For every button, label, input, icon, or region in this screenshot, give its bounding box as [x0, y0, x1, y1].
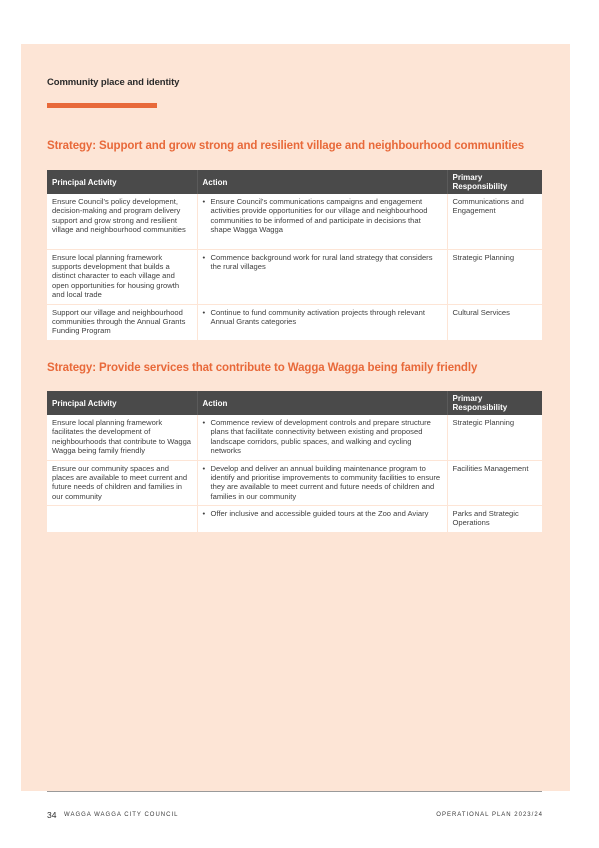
header-primary-responsibility: Primary Responsibility	[447, 170, 542, 194]
table-row	[47, 304, 542, 340]
action-text: Develop and deliver an annual building maintenance program to identify and prioritise improvements to community facilities to ensure they are available to meet current and future needs of children and families in our community	[210, 463, 441, 501]
strategy-title-2: Strategy: Provide services that contribute to Wagga Wagga being family friendly	[47, 362, 478, 374]
footer-organisation: WAGGA WAGGA CITY COUNCIL	[64, 812, 179, 818]
action-cell: • Commence review of development controls and prepare structure plans that facilitate connectivity between existing and proposed landscape corridors, public spaces, and walking and cycling networks	[197, 415, 447, 460]
footer-document-title: OPERATIONAL PLAN 2023/24	[436, 812, 543, 818]
action-text: Ensure Council's communications campaigns and engagement activities provide opportunities for our village and neighbourhood communities to be informed of and participate in decisions that shape Wagga Wagga	[210, 197, 428, 235]
action-text: Continue to fund community activation projects through relevant Annual Grants categories	[210, 307, 425, 326]
action-cell: • Ensure Council's communications campaigns and engagement activities provide opportunities for our village and neighbourhood communities to be informed of and participate in decisions that shape Wagga Wagga	[197, 194, 447, 249]
activity-cell-empty	[47, 505, 197, 532]
strategy-table-2	[47, 391, 542, 533]
responsibility-cell: Strategic Planning	[447, 415, 542, 460]
responsibility-cell: Strategic Planning	[447, 249, 542, 304]
table-row	[47, 249, 542, 304]
section-label: Community place and identity	[47, 77, 180, 88]
activity-cell: Support our village and neighbourhood communities through the Annual Grants Funding Program	[47, 304, 197, 340]
table-row	[47, 460, 542, 505]
responsibility-cell: Communications and Engagement	[447, 194, 542, 249]
footer-divider	[47, 791, 542, 792]
header-principal-activity: Principal Activity	[47, 170, 197, 194]
action-text: Commence background work for rural land strategy that considers the rural villages	[210, 252, 433, 271]
header-principal-activity: Principal Activity	[47, 391, 197, 415]
header-action: Action	[197, 170, 447, 194]
table-row	[47, 415, 542, 460]
section-underline	[47, 103, 157, 108]
activity-cell: Ensure local planning framework facilitates the development of neighbourhoods that contribute to Wagga Wagga being family friendly	[47, 415, 197, 460]
header-action: Action	[197, 391, 447, 415]
table-header-row	[47, 170, 542, 194]
table-row	[47, 505, 542, 532]
action-cell: • Commence background work for rural land strategy that considers the rural villages	[197, 249, 447, 304]
strategy-title-1: Strategy: Support and grow strong and resilient village and neighbourhood communities	[47, 140, 525, 152]
responsibility-cell: Facilities Management	[447, 460, 542, 505]
table-row	[47, 194, 542, 249]
action-text: Offer inclusive and accessible guided tours at the Zoo and Aviary	[210, 508, 429, 518]
page-number: 34	[47, 810, 57, 820]
table-header-row	[47, 391, 542, 415]
action-cell: • Develop and deliver an annual building maintenance program to identify and prioritise improvements to community facilities to ensure they are available to meet current and future needs of children and families in our community	[197, 460, 447, 505]
activity-cell: Ensure our community spaces and places are available to meet current and future needs of children and families in our community	[47, 460, 197, 505]
activity-cell: Ensure Council's policy development, decision-making and program delivery support and grow strong and resilient village and neighbourhood communities	[47, 194, 197, 249]
responsibility-cell: Cultural Services	[447, 304, 542, 340]
action-cell: • Offer inclusive and accessible guided tours at the Zoo and Aviary	[197, 505, 447, 532]
action-text: Commence review of development controls and prepare structure plans that facilitate connectivity between existing and proposed landscape corridors, public spaces, and walking and cycling networks	[210, 418, 431, 456]
header-primary-responsibility: Primary Responsibility	[447, 391, 542, 415]
activity-cell: Ensure local planning framework supports development that builds a distinct character to each village and open opportunities for housing growth and local trade	[47, 249, 197, 304]
responsibility-cell: Parks and Strategic Operations	[447, 505, 542, 532]
action-cell: • Continue to fund community activation projects through relevant Annual Grants categories	[197, 304, 447, 340]
strategy-table-1	[47, 170, 542, 341]
